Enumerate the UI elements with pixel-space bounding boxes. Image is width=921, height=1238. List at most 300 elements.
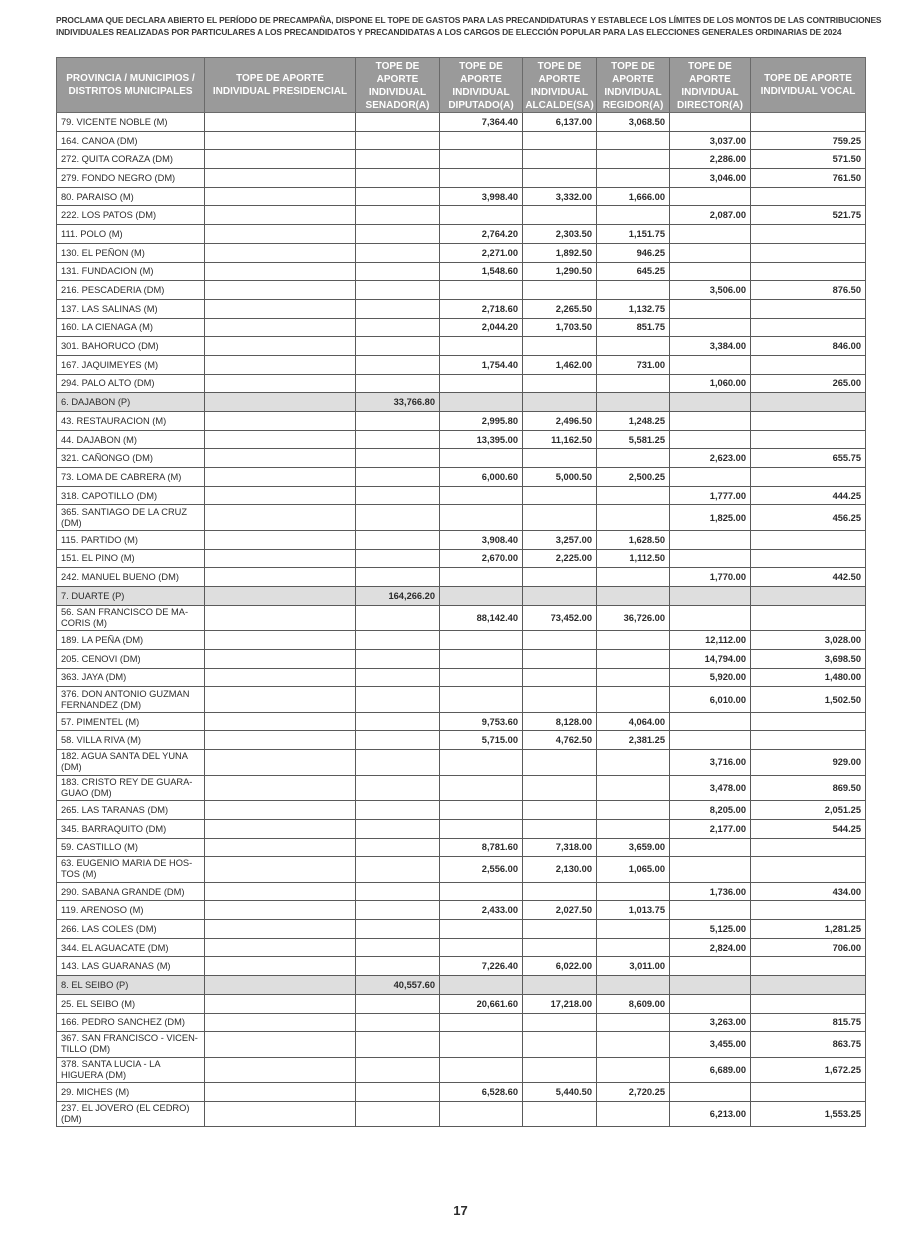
cell-diputado [440,801,523,820]
cell-director: 6,689.00 [670,1057,751,1083]
cell-regidor [597,374,670,393]
cell-vocal: 876.50 [751,281,866,300]
cell-alcalde: 4,762.50 [523,731,597,750]
cell-director [670,901,751,920]
cell-senador [356,838,440,857]
cell-regidor: 1,151.75 [597,225,670,244]
cell-alcalde: 2,303.50 [523,225,597,244]
cell-diputado [440,568,523,587]
cell-diputado [440,169,523,188]
cell-regidor [597,486,670,505]
cell-senador [356,449,440,468]
cell-diputado: 1,754.40 [440,355,523,374]
cell-vocal [751,430,866,449]
table-row [57,374,866,393]
table-body [57,113,866,1127]
document-title [56,14,886,38]
cell-diputado [440,976,523,995]
cell-senador [356,957,440,976]
cell-alcalde [523,819,597,838]
table-row [57,1101,866,1127]
cell-director: 3,455.00 [670,1032,751,1058]
cell-director: 2,824.00 [670,938,751,957]
cell-director [670,393,751,412]
cell-municipality: 137. LAS SALINAS (M) [57,299,205,318]
cell-alcalde [523,1032,597,1058]
cell-alcalde: 8,128.00 [523,712,597,731]
cell-presidencial [205,687,356,713]
cell-diputado [440,486,523,505]
cell-presidencial [205,857,356,883]
cell-municipality: 119. ARENOSO (M) [57,901,205,920]
cell-regidor: 1,628.50 [597,530,670,549]
cell-alcalde: 2,130.00 [523,857,597,883]
cell-vocal [751,113,866,132]
cell-alcalde [523,938,597,957]
cell-municipality: 279. FONDO NEGRO (DM) [57,169,205,188]
cell-alcalde [523,801,597,820]
cell-presidencial [205,1032,356,1058]
cell-municipality: 182. AGUA SANTA DEL YUNA (DM) [57,750,205,776]
cell-director: 3,506.00 [670,281,751,300]
cell-diputado: 1,548.60 [440,262,523,281]
cell-vocal [751,549,866,568]
cell-alcalde [523,882,597,901]
cell-senador [356,374,440,393]
cell-director: 2,087.00 [670,206,751,225]
cell-regidor [597,169,670,188]
cell-senador [356,412,440,431]
cell-regidor [597,775,670,801]
cell-vocal: 444.25 [751,486,866,505]
cell-vocal: 571.50 [751,150,866,169]
cell-diputado: 2,433.00 [440,901,523,920]
table-row [57,687,866,713]
cell-vocal: 544.25 [751,819,866,838]
cell-vocal: 456.25 [751,505,866,531]
cell-diputado: 20,661.60 [440,994,523,1013]
cell-senador [356,150,440,169]
cell-director [670,857,751,883]
table-row [57,1057,866,1083]
cell-director [670,225,751,244]
cell-director: 14,794.00 [670,649,751,668]
table-row [57,530,866,549]
cell-director: 12,112.00 [670,631,751,650]
cell-vocal [751,262,866,281]
cell-senador [356,1013,440,1032]
header-presidencial: TOPE DE APORTE INDIVIDUAL PRESIDENCIAL [205,58,356,113]
cell-vocal [751,355,866,374]
cell-presidencial [205,281,356,300]
cell-vocal [751,225,866,244]
cell-diputado [440,393,523,412]
cell-diputado [440,819,523,838]
cell-presidencial [205,819,356,838]
cell-regidor [597,668,670,687]
cell-diputado [440,1057,523,1083]
cell-alcalde [523,587,597,606]
cell-alcalde [523,668,597,687]
cell-senador [356,187,440,206]
cell-alcalde [523,281,597,300]
cell-alcalde: 6,137.00 [523,113,597,132]
cell-senador [356,750,440,776]
cell-senador [356,430,440,449]
cell-senador [356,281,440,300]
cell-vocal [751,530,866,549]
cell-diputado [440,505,523,531]
cell-director [670,530,751,549]
cell-regidor [597,337,670,356]
cell-regidor [597,976,670,995]
cell-presidencial [205,712,356,731]
cell-senador [356,568,440,587]
cell-municipality: 25. EL SEIBO (M) [57,994,205,1013]
document-title-line-2: INDIVIDUALES REALIZADAS POR PARTICULARES A LOS PRECANDIDATOS Y PRECANDIDATAS A LOS CARGOS DE ELECCIÓN POPULAR PARA LAS ELECCIONES GENERALES ORDINARIAS DE 2024 [56,27,842,37]
cell-alcalde [523,1013,597,1032]
cell-alcalde: 1,462.00 [523,355,597,374]
cell-municipality: 43. RESTAURACION (M) [57,412,205,431]
cell-municipality: 167. JAQUIMEYES (M) [57,355,205,374]
cell-director [670,299,751,318]
cell-vocal [751,838,866,857]
cell-alcalde: 17,218.00 [523,994,597,1013]
cell-presidencial [205,412,356,431]
cell-presidencial [205,568,356,587]
cell-diputado: 7,364.40 [440,113,523,132]
header-vocal: TOPE DE APORTE INDIVIDUAL VOCAL [751,58,866,113]
cell-alcalde [523,206,597,225]
cell-director: 1,825.00 [670,505,751,531]
cell-regidor: 1,132.75 [597,299,670,318]
cell-municipality: 6. DAJABON (P) [57,393,205,412]
cell-presidencial [205,150,356,169]
cell-diputado [440,587,523,606]
table-row [57,838,866,857]
cell-vocal: 761.50 [751,169,866,188]
cell-alcalde: 73,452.00 [523,605,597,631]
cell-vocal: 1,281.25 [751,920,866,939]
cell-regidor [597,631,670,650]
cell-diputado: 2,670.00 [440,549,523,568]
header-alcalde: TOPE DE APORTE INDIVIDUAL ALCALDE(SA) [523,58,597,113]
cell-alcalde: 3,257.00 [523,530,597,549]
cell-vocal [751,468,866,487]
table-row [57,299,866,318]
cell-senador [356,169,440,188]
cell-presidencial [205,994,356,1013]
cell-alcalde: 2,496.50 [523,412,597,431]
cell-municipality: 365. SANTIAGO DE LA CRUZ (DM) [57,505,205,531]
cell-vocal: 929.00 [751,750,866,776]
cell-alcalde [523,131,597,150]
cell-vocal [751,605,866,631]
cell-director [670,318,751,337]
cell-regidor: 3,659.00 [597,838,670,857]
cell-diputado [440,938,523,957]
cell-alcalde: 1,703.50 [523,318,597,337]
cell-municipality: 345. BARRAQUITO (DM) [57,819,205,838]
cell-diputado: 3,908.40 [440,530,523,549]
cell-vocal [751,412,866,431]
cell-presidencial [205,486,356,505]
cell-director [670,355,751,374]
cell-senador [356,819,440,838]
cell-diputado [440,775,523,801]
cell-alcalde: 2,225.00 [523,549,597,568]
cell-vocal: 863.75 [751,1032,866,1058]
cell-senador [356,1083,440,1102]
cell-vocal: 265.00 [751,374,866,393]
cell-director [670,731,751,750]
cell-vocal: 1,502.50 [751,687,866,713]
cell-senador [356,355,440,374]
table-row [57,225,866,244]
cell-director: 1,060.00 [670,374,751,393]
cell-vocal [751,976,866,995]
cell-vocal: 442.50 [751,568,866,587]
table-row [57,901,866,920]
cell-regidor [597,687,670,713]
cell-alcalde [523,505,597,531]
cell-senador [356,262,440,281]
cell-municipality: 294. PALO ALTO (DM) [57,374,205,393]
cell-senador [356,337,440,356]
cell-regidor: 5,581.25 [597,430,670,449]
cell-presidencial [205,957,356,976]
cell-presidencial [205,1057,356,1083]
cell-vocal: 1,553.25 [751,1101,866,1127]
cell-senador [356,1101,440,1127]
cell-regidor [597,505,670,531]
cell-diputado [440,687,523,713]
cell-vocal [751,1083,866,1102]
cell-director: 5,125.00 [670,920,751,939]
cell-presidencial [205,131,356,150]
contribution-limits-table-container [56,57,865,1127]
cell-senador [356,486,440,505]
cell-presidencial [205,1013,356,1032]
cell-regidor [597,801,670,820]
cell-senador [356,530,440,549]
cell-regidor [597,1032,670,1058]
cell-presidencial [205,838,356,857]
cell-municipality: 57. PIMENTEL (M) [57,712,205,731]
cell-presidencial [205,649,356,668]
cell-senador [356,857,440,883]
cell-diputado: 2,044.20 [440,318,523,337]
cell-presidencial [205,206,356,225]
cell-presidencial [205,430,356,449]
cell-alcalde: 2,265.50 [523,299,597,318]
cell-regidor [597,882,670,901]
cell-director: 8,205.00 [670,801,751,820]
cell-presidencial [205,775,356,801]
cell-regidor [597,920,670,939]
table-row [57,449,866,468]
table-row [57,549,866,568]
cell-municipality: 216. PESCADERIA (DM) [57,281,205,300]
cell-director: 6,213.00 [670,1101,751,1127]
cell-municipality: 44. DAJABON (M) [57,430,205,449]
table-row [57,262,866,281]
cell-regidor [597,206,670,225]
cell-presidencial [205,243,356,262]
cell-regidor: 851.75 [597,318,670,337]
cell-director: 3,478.00 [670,775,751,801]
cell-alcalde: 5,440.50 [523,1083,597,1102]
table-row [57,505,866,531]
cell-regidor: 946.25 [597,243,670,262]
cell-diputado [440,668,523,687]
cell-presidencial [205,374,356,393]
cell-municipality: 115. PARTIDO (M) [57,530,205,549]
cell-municipality: 143. LAS GUARANAS (M) [57,957,205,976]
cell-director: 3,263.00 [670,1013,751,1032]
cell-regidor [597,131,670,150]
cell-presidencial [205,262,356,281]
cell-regidor: 36,726.00 [597,605,670,631]
cell-diputado: 2,718.60 [440,299,523,318]
cell-alcalde: 1,892.50 [523,243,597,262]
cell-regidor: 3,011.00 [597,957,670,976]
cell-alcalde: 7,318.00 [523,838,597,857]
cell-vocal [751,299,866,318]
cell-presidencial [205,731,356,750]
cell-presidencial [205,938,356,957]
cell-alcalde [523,976,597,995]
cell-alcalde [523,687,597,713]
cell-regidor [597,938,670,957]
cell-municipality: 266. LAS COLES (DM) [57,920,205,939]
cell-diputado [440,882,523,901]
contribution-limits-table [56,57,866,1127]
cell-municipality: 151. EL PINO (M) [57,549,205,568]
cell-municipality: 272. QUITA CORAZA (DM) [57,150,205,169]
cell-regidor [597,281,670,300]
cell-diputado: 88,142.40 [440,605,523,631]
cell-senador: 40,557.60 [356,976,440,995]
cell-senador [356,243,440,262]
cell-municipality: 56. SAN FRANCISCO DE MA-CORIS (M) [57,605,205,631]
cell-vocal: 3,698.50 [751,649,866,668]
cell-municipality: 318. CAPOTILLO (DM) [57,486,205,505]
table-row [57,631,866,650]
cell-municipality: 376. DON ANTONIO GUZMAN FERNANDEZ (DM) [57,687,205,713]
cell-vocal [751,187,866,206]
cell-vocal [751,731,866,750]
cell-vocal: 655.75 [751,449,866,468]
cell-regidor [597,649,670,668]
table-row [57,1013,866,1032]
cell-municipality: 183. CRISTO REY DE GUARA-GUAO (DM) [57,775,205,801]
cell-alcalde [523,920,597,939]
cell-senador [356,225,440,244]
cell-alcalde: 2,027.50 [523,901,597,920]
cell-diputado: 8,781.60 [440,838,523,857]
cell-director [670,113,751,132]
cell-alcalde [523,150,597,169]
header-director: TOPE DE APORTE INDIVIDUAL DIRECTOR(A) [670,58,751,113]
table-header-row [57,58,866,113]
province-row [57,587,866,606]
cell-regidor: 1,112.50 [597,549,670,568]
cell-senador [356,920,440,939]
header-provincia: PROVINCIA / MUNICIPIOS / DISTRITOS MUNICIPALES [57,58,205,113]
cell-regidor [597,750,670,776]
cell-diputado: 6,000.60 [440,468,523,487]
table-row [57,131,866,150]
header-regidor: TOPE DE APORTE INDIVIDUAL REGIDOR(A) [597,58,670,113]
cell-municipality: 344. EL AGUACATE (DM) [57,938,205,957]
cell-senador [356,468,440,487]
header-diputado: TOPE DE APORTE INDIVIDUAL DIPUTADO(A) [440,58,523,113]
cell-presidencial [205,187,356,206]
cell-presidencial [205,549,356,568]
cell-senador [356,938,440,957]
cell-regidor: 2,381.25 [597,731,670,750]
cell-vocal [751,243,866,262]
cell-diputado [440,750,523,776]
cell-alcalde: 11,162.50 [523,430,597,449]
table-row [57,169,866,188]
cell-diputado [440,1013,523,1032]
table-row [57,486,866,505]
cell-director [670,187,751,206]
cell-director: 2,286.00 [670,150,751,169]
cell-alcalde: 6,022.00 [523,957,597,976]
cell-diputado: 2,271.00 [440,243,523,262]
table-row [57,468,866,487]
cell-municipality: 222. LOS PATOS (DM) [57,206,205,225]
cell-municipality: 131. FUNDACION (M) [57,262,205,281]
cell-senador [356,113,440,132]
cell-diputado [440,374,523,393]
cell-vocal [751,994,866,1013]
table-row [57,938,866,957]
cell-regidor [597,393,670,412]
table-row [57,605,866,631]
cell-senador [356,901,440,920]
cell-diputado: 6,528.60 [440,1083,523,1102]
cell-presidencial [205,468,356,487]
table-row [57,957,866,976]
page-number: 17 [453,1203,468,1218]
cell-municipality: 166. PEDRO SANCHEZ (DM) [57,1013,205,1032]
cell-director [670,587,751,606]
cell-vocal: 434.00 [751,882,866,901]
table-row [57,337,866,356]
cell-alcalde [523,337,597,356]
cell-diputado: 13,395.00 [440,430,523,449]
header-senador: TOPE DE APORTE INDIVIDUAL SENADOR(A) [356,58,440,113]
cell-municipality: 63. EUGENIO MARIA DE HOS-TOS (M) [57,857,205,883]
cell-director [670,412,751,431]
cell-alcalde [523,449,597,468]
cell-municipality: 290. SABANA GRANDE (DM) [57,882,205,901]
cell-diputado [440,206,523,225]
cell-diputado [440,449,523,468]
cell-presidencial [205,920,356,939]
table-row [57,412,866,431]
cell-regidor [597,587,670,606]
cell-alcalde [523,750,597,776]
cell-presidencial [205,318,356,337]
cell-alcalde [523,486,597,505]
cell-alcalde: 5,000.50 [523,468,597,487]
cell-municipality: 321. CAÑONGO (DM) [57,449,205,468]
